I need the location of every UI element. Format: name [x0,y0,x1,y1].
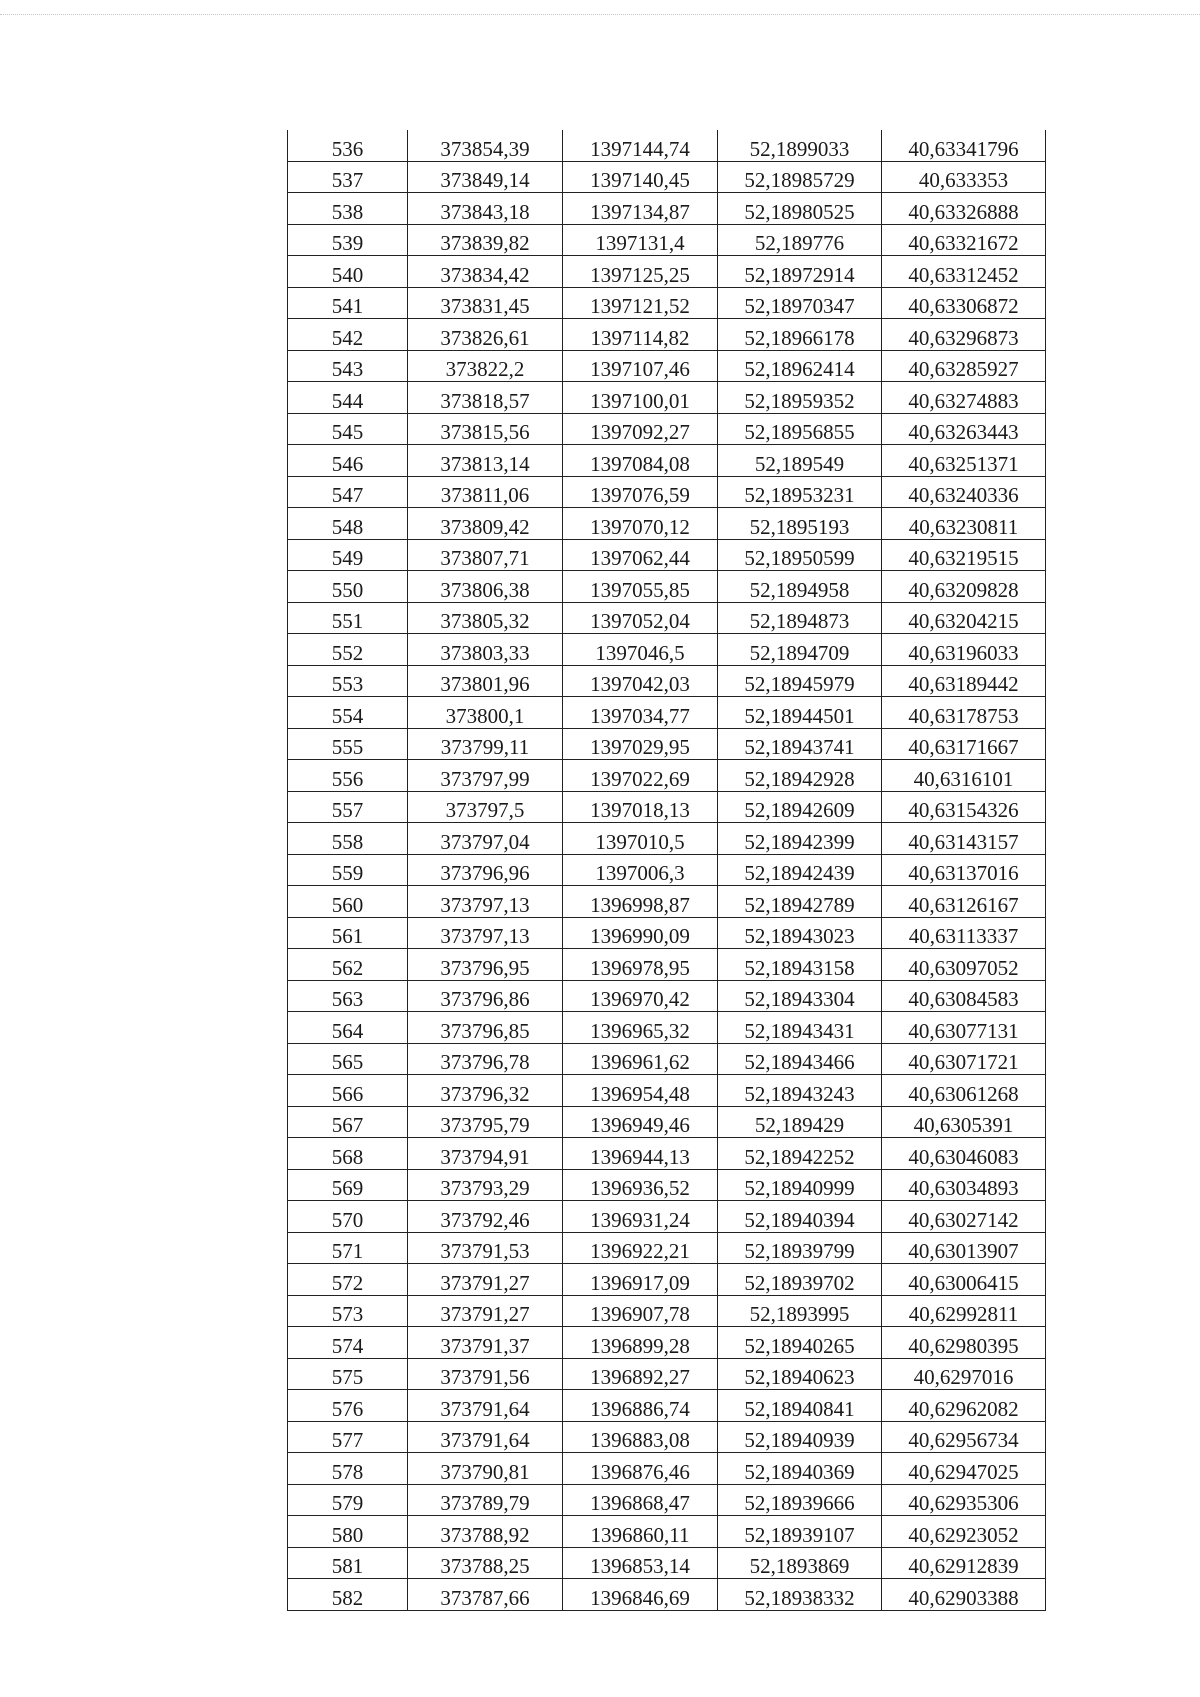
longitude: 40,63154326 [882,791,1046,823]
point-number: 561 [288,917,408,949]
coord-y: 1397062,44 [563,539,718,571]
point-number: 541 [288,287,408,319]
point-number: 574 [288,1327,408,1359]
longitude: 40,6316101 [882,760,1046,792]
point-number: 569 [288,1169,408,1201]
longitude: 40,63196033 [882,634,1046,666]
longitude: 40,63263443 [882,413,1046,445]
latitude: 52,189429 [718,1106,882,1138]
coord-y: 1397029,95 [563,728,718,760]
latitude: 52,18939107 [718,1516,882,1548]
table-row [288,1169,1046,1201]
longitude: 40,63312452 [882,256,1046,288]
longitude: 40,62903388 [882,1579,1046,1611]
latitude: 52,18943243 [718,1075,882,1107]
coord-y: 1396860,11 [563,1516,718,1548]
table-row [288,130,1046,161]
longitude: 40,63204215 [882,602,1046,634]
point-number: 550 [288,571,408,603]
longitude: 40,63219515 [882,539,1046,571]
longitude: 40,63113337 [882,917,1046,949]
table-row [288,602,1046,634]
coord-x: 373789,79 [408,1484,563,1516]
latitude: 52,18943741 [718,728,882,760]
table-row [288,1516,1046,1548]
longitude: 40,63209828 [882,571,1046,603]
coord-y: 1397052,04 [563,602,718,634]
point-number: 563 [288,980,408,1012]
longitude: 40,63285927 [882,350,1046,382]
coord-x: 373791,27 [408,1264,563,1296]
table-row [288,854,1046,886]
longitude: 40,63137016 [882,854,1046,886]
latitude: 52,18972914 [718,256,882,288]
longitude: 40,62923052 [882,1516,1046,1548]
point-number: 572 [288,1264,408,1296]
coord-x: 373818,57 [408,382,563,414]
coord-y: 1397010,5 [563,823,718,855]
table-row [288,1358,1046,1390]
table-row [288,382,1046,414]
coord-y: 1396998,87 [563,886,718,918]
point-number: 549 [288,539,408,571]
latitude: 52,1893869 [718,1547,882,1579]
longitude: 40,63321672 [882,224,1046,256]
longitude: 40,62956734 [882,1421,1046,1453]
latitude: 52,18944501 [718,697,882,729]
coord-y: 1396853,14 [563,1547,718,1579]
coord-x: 373795,79 [408,1106,563,1138]
point-number: 547 [288,476,408,508]
coord-x: 373797,5 [408,791,563,823]
table-row [288,1012,1046,1044]
latitude: 52,18942609 [718,791,882,823]
table-row [288,760,1046,792]
latitude: 52,1895193 [718,508,882,540]
latitude: 52,18956855 [718,413,882,445]
coord-x: 373791,64 [408,1421,563,1453]
coord-y: 1397144,74 [563,130,718,161]
table-row [288,413,1046,445]
latitude: 52,18959352 [718,382,882,414]
longitude: 40,63178753 [882,697,1046,729]
table-row [288,539,1046,571]
point-number: 538 [288,193,408,225]
coordinates-table-body [288,130,1046,1610]
coord-x: 373796,86 [408,980,563,1012]
point-number: 576 [288,1390,408,1422]
point-number: 562 [288,949,408,981]
table-row [288,256,1046,288]
point-number: 558 [288,823,408,855]
point-number: 575 [288,1358,408,1390]
latitude: 52,189776 [718,224,882,256]
point-number: 548 [288,508,408,540]
latitude: 52,18970347 [718,287,882,319]
latitude: 52,18939666 [718,1484,882,1516]
coord-x: 373854,39 [408,130,563,161]
point-number: 571 [288,1232,408,1264]
longitude: 40,63126167 [882,886,1046,918]
longitude: 40,63171667 [882,728,1046,760]
coord-x: 373796,95 [408,949,563,981]
longitude: 40,63046083 [882,1138,1046,1170]
coord-y: 1397046,5 [563,634,718,666]
latitude: 52,18942789 [718,886,882,918]
table-row [288,665,1046,697]
point-number: 580 [288,1516,408,1548]
longitude: 40,63306872 [882,287,1046,319]
document-page [287,130,1045,1611]
coord-x: 373822,2 [408,350,563,382]
table-row [288,1043,1046,1075]
latitude: 52,18943023 [718,917,882,949]
table-row [288,823,1046,855]
point-number: 554 [288,697,408,729]
table-row [288,1484,1046,1516]
coord-y: 1397125,25 [563,256,718,288]
coord-y: 1396949,46 [563,1106,718,1138]
coord-y: 1397055,85 [563,571,718,603]
table-row [288,287,1046,319]
latitude: 52,18943431 [718,1012,882,1044]
coord-y: 1396936,52 [563,1169,718,1201]
table-row [288,445,1046,477]
longitude: 40,633353 [882,161,1046,193]
coord-x: 373849,14 [408,161,563,193]
point-number: 551 [288,602,408,634]
point-number: 557 [288,791,408,823]
coord-x: 373831,45 [408,287,563,319]
point-number: 565 [288,1043,408,1075]
longitude: 40,62980395 [882,1327,1046,1359]
longitude: 40,63274883 [882,382,1046,414]
longitude: 40,63034893 [882,1169,1046,1201]
latitude: 52,18962414 [718,350,882,382]
coord-y: 1396886,74 [563,1390,718,1422]
table-row [288,1106,1046,1138]
coord-x: 373787,66 [408,1579,563,1611]
latitude: 52,18945979 [718,665,882,697]
coord-x: 373790,81 [408,1453,563,1485]
coord-y: 1396944,13 [563,1138,718,1170]
coord-x: 373797,04 [408,823,563,855]
latitude: 52,18942252 [718,1138,882,1170]
latitude: 52,1894709 [718,634,882,666]
table-row [288,193,1046,225]
longitude: 40,63071721 [882,1043,1046,1075]
longitude: 40,63077131 [882,1012,1046,1044]
table-row [288,917,1046,949]
longitude: 40,63189442 [882,665,1046,697]
coord-x: 373801,96 [408,665,563,697]
latitude: 52,18950599 [718,539,882,571]
latitude: 52,18985729 [718,161,882,193]
point-number: 545 [288,413,408,445]
latitude: 52,18940841 [718,1390,882,1422]
longitude: 40,63143157 [882,823,1046,855]
table-row [288,1547,1046,1579]
coord-y: 1397100,01 [563,382,718,414]
coord-x: 373815,56 [408,413,563,445]
coord-y: 1397076,59 [563,476,718,508]
coord-y: 1397084,08 [563,445,718,477]
point-number: 555 [288,728,408,760]
coord-x: 373796,85 [408,1012,563,1044]
point-number: 577 [288,1421,408,1453]
coord-x: 373791,27 [408,1295,563,1327]
point-number: 539 [288,224,408,256]
coord-y: 1396990,09 [563,917,718,949]
latitude: 52,18940394 [718,1201,882,1233]
latitude: 52,1893995 [718,1295,882,1327]
point-number: 544 [288,382,408,414]
coord-y: 1397092,27 [563,413,718,445]
longitude: 40,62962082 [882,1390,1046,1422]
coord-y: 1397018,13 [563,791,718,823]
latitude: 52,18938332 [718,1579,882,1611]
latitude: 52,18940623 [718,1358,882,1390]
table-row [288,1201,1046,1233]
coord-x: 373791,53 [408,1232,563,1264]
coord-x: 373793,29 [408,1169,563,1201]
coord-x: 373811,06 [408,476,563,508]
longitude: 40,63296873 [882,319,1046,351]
latitude: 52,18943158 [718,949,882,981]
longitude: 40,62992811 [882,1295,1046,1327]
table-row [288,1232,1046,1264]
coord-y: 1397022,69 [563,760,718,792]
longitude: 40,63326888 [882,193,1046,225]
coord-x: 373826,61 [408,319,563,351]
coord-y: 1396917,09 [563,1264,718,1296]
longitude: 40,63230811 [882,508,1046,540]
table-row [288,1453,1046,1485]
coord-y: 1396978,95 [563,949,718,981]
point-number: 564 [288,1012,408,1044]
point-number: 566 [288,1075,408,1107]
coord-x: 373791,56 [408,1358,563,1390]
latitude: 52,18942399 [718,823,882,855]
table-row [288,1295,1046,1327]
longitude: 40,63341796 [882,130,1046,161]
coord-y: 1397131,4 [563,224,718,256]
point-number: 559 [288,854,408,886]
table-row [288,1390,1046,1422]
point-number: 543 [288,350,408,382]
point-number: 581 [288,1547,408,1579]
coord-y: 1397140,45 [563,161,718,193]
coord-x: 373813,14 [408,445,563,477]
coord-x: 373788,92 [408,1516,563,1548]
coord-y: 1396883,08 [563,1421,718,1453]
point-number: 556 [288,760,408,792]
coord-y: 1396931,24 [563,1201,718,1233]
point-number: 553 [288,665,408,697]
coord-x: 373791,37 [408,1327,563,1359]
coord-x: 373839,82 [408,224,563,256]
coord-x: 373805,32 [408,602,563,634]
longitude: 40,63027142 [882,1201,1046,1233]
table-row [288,161,1046,193]
table-row [288,886,1046,918]
latitude: 52,18943466 [718,1043,882,1075]
point-number: 568 [288,1138,408,1170]
latitude: 52,18940939 [718,1421,882,1453]
point-number: 552 [288,634,408,666]
coord-y: 1396922,21 [563,1232,718,1264]
coord-y: 1396965,32 [563,1012,718,1044]
coord-x: 373806,38 [408,571,563,603]
longitude: 40,62935306 [882,1484,1046,1516]
coord-x: 373799,11 [408,728,563,760]
point-number: 536 [288,130,408,161]
point-number: 579 [288,1484,408,1516]
point-number: 573 [288,1295,408,1327]
latitude: 52,18940999 [718,1169,882,1201]
point-number: 578 [288,1453,408,1485]
coord-x: 373843,18 [408,193,563,225]
table-row [288,319,1046,351]
table-row [288,1075,1046,1107]
latitude: 52,18942928 [718,760,882,792]
coord-y: 1396970,42 [563,980,718,1012]
coord-y: 1397121,52 [563,287,718,319]
table-row [288,634,1046,666]
coord-x: 373796,78 [408,1043,563,1075]
latitude: 52,18940265 [718,1327,882,1359]
coord-y: 1397134,87 [563,193,718,225]
table-row [288,571,1046,603]
coord-y: 1397070,12 [563,508,718,540]
point-number: 570 [288,1201,408,1233]
table-row [288,697,1046,729]
coord-x: 373794,91 [408,1138,563,1170]
coord-x: 373788,25 [408,1547,563,1579]
coord-y: 1397006,3 [563,854,718,886]
latitude: 52,18943304 [718,980,882,1012]
coord-y: 1397114,82 [563,319,718,351]
coordinates-table [287,130,1046,1611]
coord-x: 373797,13 [408,886,563,918]
coord-x: 373792,46 [408,1201,563,1233]
latitude: 52,1894873 [718,602,882,634]
coord-x: 373796,32 [408,1075,563,1107]
longitude: 40,62912839 [882,1547,1046,1579]
table-row [288,949,1046,981]
table-row [288,1579,1046,1611]
latitude: 52,1899033 [718,130,882,161]
longitude: 40,6305391 [882,1106,1046,1138]
longitude: 40,63084583 [882,980,1046,1012]
coord-y: 1397042,03 [563,665,718,697]
latitude: 52,18953231 [718,476,882,508]
coord-y: 1396961,62 [563,1043,718,1075]
coord-y: 1396954,48 [563,1075,718,1107]
longitude: 40,63240336 [882,476,1046,508]
table-row [288,508,1046,540]
latitude: 52,18966178 [718,319,882,351]
longitude: 40,62947025 [882,1453,1046,1485]
point-number: 582 [288,1579,408,1611]
latitude: 52,1894958 [718,571,882,603]
longitude: 40,63251371 [882,445,1046,477]
coord-y: 1396876,46 [563,1453,718,1485]
table-row [288,980,1046,1012]
coord-y: 1397034,77 [563,697,718,729]
table-row [288,476,1046,508]
coord-x: 373834,42 [408,256,563,288]
table-row [288,728,1046,760]
latitude: 52,189549 [718,445,882,477]
latitude: 52,18940369 [718,1453,882,1485]
coord-x: 373791,64 [408,1390,563,1422]
point-number: 567 [288,1106,408,1138]
longitude: 40,63061268 [882,1075,1046,1107]
coord-y: 1397107,46 [563,350,718,382]
coord-x: 373807,71 [408,539,563,571]
coord-x: 373797,13 [408,917,563,949]
coord-x: 373797,99 [408,760,563,792]
coord-x: 373809,42 [408,508,563,540]
coord-x: 373796,96 [408,854,563,886]
point-number: 540 [288,256,408,288]
latitude: 52,18980525 [718,193,882,225]
latitude: 52,18939799 [718,1232,882,1264]
table-row [288,350,1046,382]
table-row [288,1138,1046,1170]
latitude: 52,18942439 [718,854,882,886]
longitude: 40,63006415 [882,1264,1046,1296]
coord-x: 373800,1 [408,697,563,729]
latitude: 52,18939702 [718,1264,882,1296]
point-number: 537 [288,161,408,193]
longitude: 40,63013907 [882,1232,1046,1264]
table-row [288,791,1046,823]
longitude: 40,6297016 [882,1358,1046,1390]
coord-y: 1396868,47 [563,1484,718,1516]
table-row [288,224,1046,256]
coord-y: 1396907,78 [563,1295,718,1327]
coord-x: 373803,33 [408,634,563,666]
table-row [288,1421,1046,1453]
coord-y: 1396899,28 [563,1327,718,1359]
point-number: 546 [288,445,408,477]
table-row [288,1264,1046,1296]
coord-y: 1396892,27 [563,1358,718,1390]
longitude: 40,63097052 [882,949,1046,981]
coord-y: 1396846,69 [563,1579,718,1611]
table-row [288,1327,1046,1359]
point-number: 560 [288,886,408,918]
scan-edge-line [0,14,1200,15]
point-number: 542 [288,319,408,351]
